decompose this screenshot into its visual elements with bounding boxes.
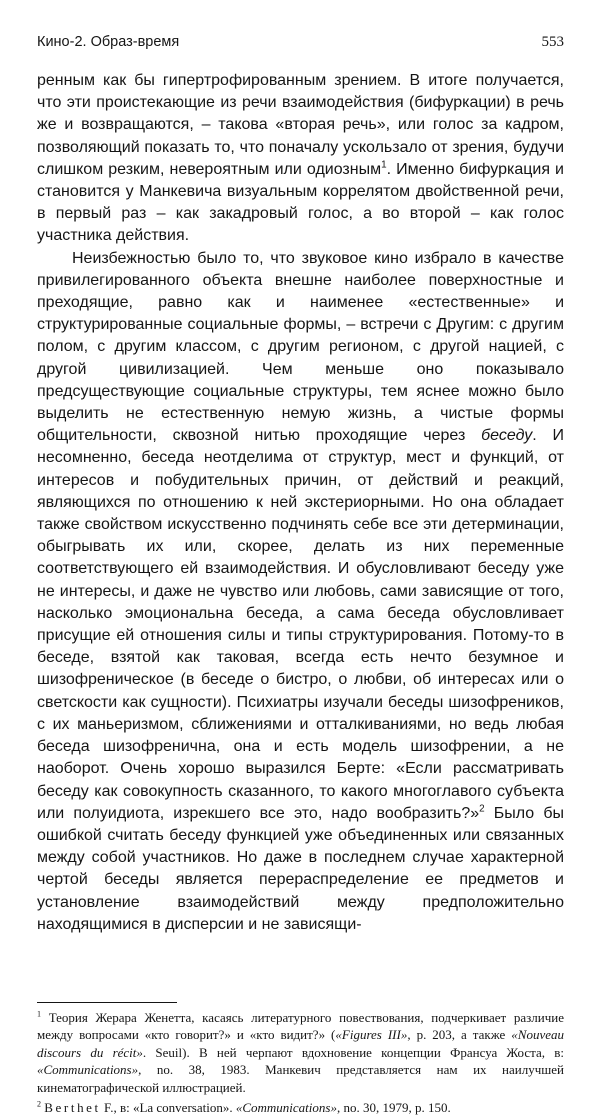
- page-number: 553: [541, 34, 564, 50]
- paragraph-1-part-a: ренным как бы гипертрофированным зрением. В итоге получается, что эти проистекающие из речи взаимодействия (бифуркации) в речь же и возвращаются, – такова «вторая речь», или голос за кадром, позволяющий показать то, что поначалу ускользало от зрения, будучи слишком резким, невероятным или одиозным: [37, 72, 564, 178]
- footnote-2-mark: 2: [37, 1100, 42, 1110]
- footnote-1-part-c: . Seuil). В ней черпают вдохновение концепции Франсуа Жоста, в:: [142, 1044, 565, 1060]
- footnote-2-part-a: F., в: «La conversation».: [100, 1100, 236, 1116]
- footnotes: [37, 1009, 564, 1117]
- footnote-2-author: Berthet: [44, 1100, 101, 1116]
- footnote-1-part-b: , p. 203, а также: [407, 1027, 512, 1043]
- footnote-ref-1[interactable]: 1: [381, 159, 387, 171]
- running-title: Кино-2. Образ-время: [37, 34, 180, 50]
- footnote-1-title-communications: «Communications»: [37, 1062, 139, 1078]
- emphasis-beseda: беседу: [481, 427, 533, 445]
- paragraph-1: [37, 70, 564, 248]
- footnote-1-title-figures: «Figures III»: [335, 1027, 408, 1043]
- footnote-1-title-nouveau-discours: «Nouveau discours du récit»: [37, 1027, 565, 1060]
- paragraph-2-part-a: Неизбежностью было то, что звуковое кино избрало в качестве привилегированного объекта внешне наиболее поверхностные и преходящие, равно как и наименее «естественные» и структурированные социальные формы, – встречи с Другим: с другим полом, с другим классом, с другим регионом, с другой нацией, с другой цивилизацией. Чем меньше оно показывало предсуществующие социальные структуры, тем яснее можно было выделить не естественную немую жизнь, а чистые формы общительности, сквозной нитью проходящие через: [37, 249, 564, 445]
- footnote-1-part-a: Теория Жерара Женетта, касаясь литературного повествования, подчеркивает различие между вопросами «кто говорит?» и «кто видит?» (: [37, 1009, 564, 1043]
- footnote-1: [37, 1009, 564, 1097]
- footnote-ref-2[interactable]: 2: [479, 803, 485, 815]
- footnote-2-part-b: , no. 30, 1979, p. 150.: [336, 1100, 451, 1116]
- running-head: [37, 0, 564, 54]
- paragraph-2: [37, 248, 564, 936]
- footnote-2: [37, 1099, 564, 1117]
- footnote-2-title-communications: «Communications»: [235, 1100, 337, 1116]
- paragraph-2-part-b: . И несомненно, беседа неотделима от структур, мест и функций, от интересов и побудительных причин, от действий и реакций, являющихся по отношению к ней экстериорными. Но она обладает также свойством искусственно подчинять себе все эти детерминации, обыгрывать их или, скорее, делать из них переменные соответствующего ей взаимодействия. И обусловливают беседу уже не интересы, и даже не чувство или любовь, сами зависящие от того, насколько эмоциональна беседа, а сама беседа обусловливает присущие ей отношения силы и типы структурирования. Потому-то в беседе, взятой как таковая, всегда есть нечто безумное и шизофреническое (в беседе о бистро, о любви, об интересах или о светскости как сущности). Психиатры изучали беседы шизофреников, с их маньеризмом, сближениями и отталкиваниями, но ведь любая беседа шизофренична, она и есть модель шизофрении, а не наоборот. Очень хорошо выразился Берте: «Если рассматривать беседу как совокупность сказанного, то какого многоглавого субъекта или полуидиота, изрекшего все это, надо вообразить?»: [37, 427, 565, 822]
- footnote-1-part-d: , no. 38, 1983. Манкевич представляется нам их наилучшей кинематографической иллюстрацией.: [37, 1062, 564, 1095]
- footnote-separator: [37, 1002, 177, 1003]
- paragraph-2-part-c: Было бы ошибкой считать беседу функцией уже объединенных или связанных между собой участников. Но даже в последнем случае характерной чертой беседы является перераспределение ее предметов и установление взаимодействий между предположительно находящимися в дисперсии и не зависящи-: [37, 804, 565, 933]
- main-text: [37, 70, 564, 936]
- footnote-1-mark: 1: [37, 1009, 42, 1019]
- paragraph-1-part-b: . Именно бифуркация и становится у Манкевича визуальным коррелятом двойственной речи, в первый раз – как закадровый голос, а во второй – как голос участника действия.: [37, 160, 564, 245]
